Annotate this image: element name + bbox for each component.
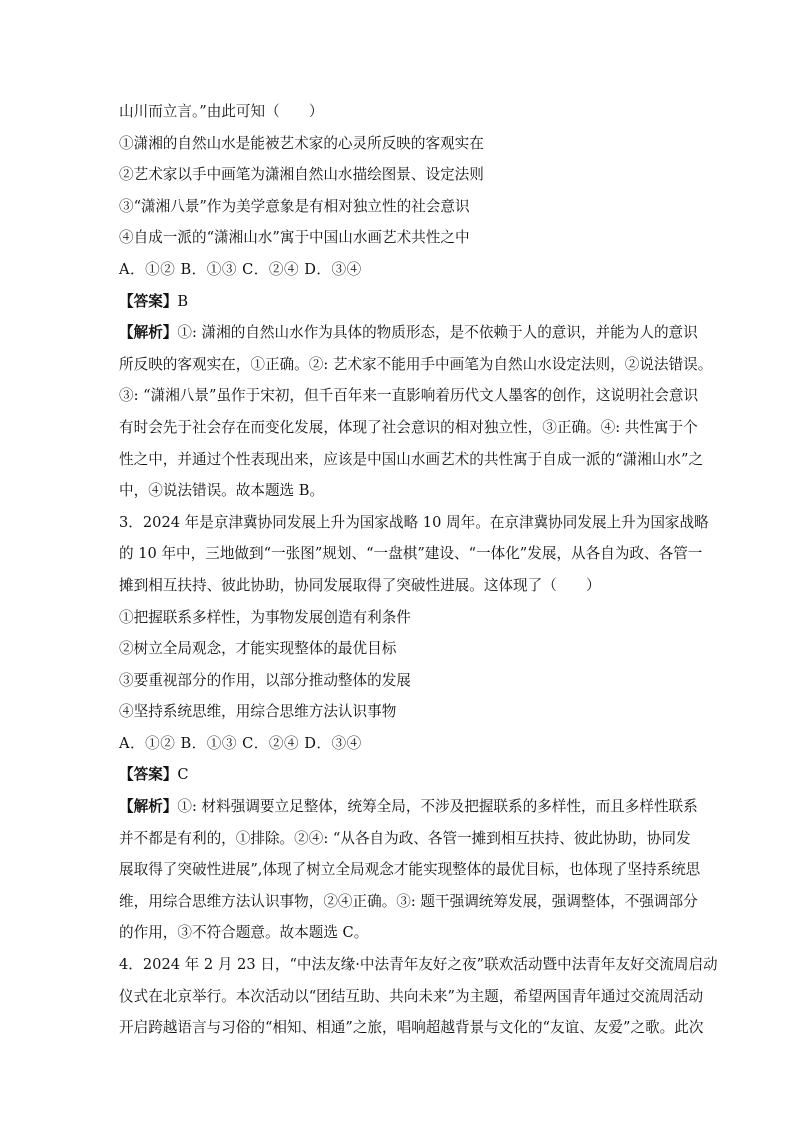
q3-option-3: ③要重视部分的作用，以部分推动整体的发展 xyxy=(119,671,411,689)
q3-stem-line: 的 10 年中，三地做到“一张图”规划、“一盘棋”建设、“一体化”发展，从各自为政、各管一 xyxy=(119,545,703,563)
q2-analysis-line: 有时会先于社会存在而变化发展，体现了社会意识的相对独立性，③正确。④: 共性寓于个 xyxy=(119,418,698,436)
q2-analysis-line: 性之中，并通过个性表现出来，应该是中国山水画艺术的共性寓于自成一派的“潇湘山水”之 xyxy=(119,450,704,468)
q2-analysis-line: 所反映的客观实在，①正确。②: 艺术家不能用手中画笔为自然山水设定法则，②说法错误。 xyxy=(119,355,713,373)
analysis-text: ①: 潇湘的自然山水作为具体的物质形态，是不依赖于人的意识，并能为人的意识 xyxy=(177,324,698,342)
q3-analysis-line: 并不都是有利的，①排除。②④: “从各自为政、各管一摊到相互扶持、彼此协助，协同发 xyxy=(119,829,691,847)
q3-analysis-line: 维，用综合思维方法认识事物，②④正确。③: 题干强调统筹发展，强调整体，不强调部分 xyxy=(119,892,698,910)
q4-stem-line: 开启跨越语言与习俗的“相知、相通”之旅，唱响超越背景与文化的“友谊、友爱”之歌。此次 xyxy=(119,1019,704,1037)
q2-answer xyxy=(119,286,679,318)
q3-choices: A．①② B．①③ C．②④ D．③④ xyxy=(119,734,362,752)
q4-stem-line: 4．2024 年 2 月 23 日，“中法友缘·中法青年友好之夜”联欢活动暨中法青年友好交流周启动 xyxy=(119,956,718,974)
q2-option-1: ①潇湘的自然山水是能被艺术家的心灵所反映的客观实在 xyxy=(119,134,484,152)
q3-option-1: ①把握联系多样性，为事物发展创造有利条件 xyxy=(119,608,411,626)
q3-option-4: ④坚持系统思维，用综合思维方法认识事物 xyxy=(119,703,397,721)
analysis-text: ①: 材料强调要立足整体，统筹全局，不涉及把握联系的多样性，而且多样性联系 xyxy=(177,798,698,816)
answer-value: C xyxy=(177,766,189,784)
q2-analysis-line xyxy=(119,317,698,349)
q2-analysis-line: ③: “潇湘八景”虽作于宋初，但千百年来一直影响着历代文人墨客的创作，这说明社会意识 xyxy=(119,387,699,405)
answer-label: 【答案】 xyxy=(119,766,178,784)
q3-stem-line: 3．2024 年是京津冀协同发展上升为国家战略 10 周年。在京津冀协同发展上升为国家战略 xyxy=(119,513,709,531)
q3-option-2: ②树立全局观念，才能实现整体的最优目标 xyxy=(119,640,397,658)
analysis-label: 【解析】 xyxy=(119,798,178,816)
q4-stem-line: 仪式在北京举行。本次活动以“团结互助、共向未来”为主题，希望两国青年通过交流周活动 xyxy=(119,987,704,1005)
q2-stem-tail: 山川而立言。”由此可知（ ） xyxy=(119,103,324,120)
answer-value: B xyxy=(177,292,189,310)
q3-answer xyxy=(119,759,679,791)
page-content xyxy=(119,96,718,1044)
q2-option-3: ③“潇湘八景”作为美学意象是有相对独立性的社会意识 xyxy=(119,197,470,215)
q2-option-2: ②艺术家以手中画笔为潇湘自然山水描绘图景、设定法则 xyxy=(119,166,484,184)
q2-choices: A．①② B．①③ C．②④ D．③④ xyxy=(119,260,362,278)
q3-analysis-line xyxy=(119,791,698,823)
q3-analysis-line: 的作用，③不符合题意。故本题选 C。 xyxy=(119,924,369,942)
answer-label: 【答案】 xyxy=(119,292,178,310)
q2-analysis-line: 中，④说法错误。故本题选 B。 xyxy=(119,482,325,500)
q2-option-4: ④自成一派的“潇湘山水”寓于中国山水画艺术共性之中 xyxy=(119,229,470,247)
analysis-label: 【解析】 xyxy=(119,324,178,342)
q3-stem-line: 摊到相互扶持、彼此协助，协同发展取得了突破性进展。这体现了（ ） xyxy=(119,576,601,594)
q3-analysis-line: 展取得了突破性进展”,体现了树立全局观念才能实现整体的最优目标，也体现了坚持系统思 xyxy=(119,861,701,879)
